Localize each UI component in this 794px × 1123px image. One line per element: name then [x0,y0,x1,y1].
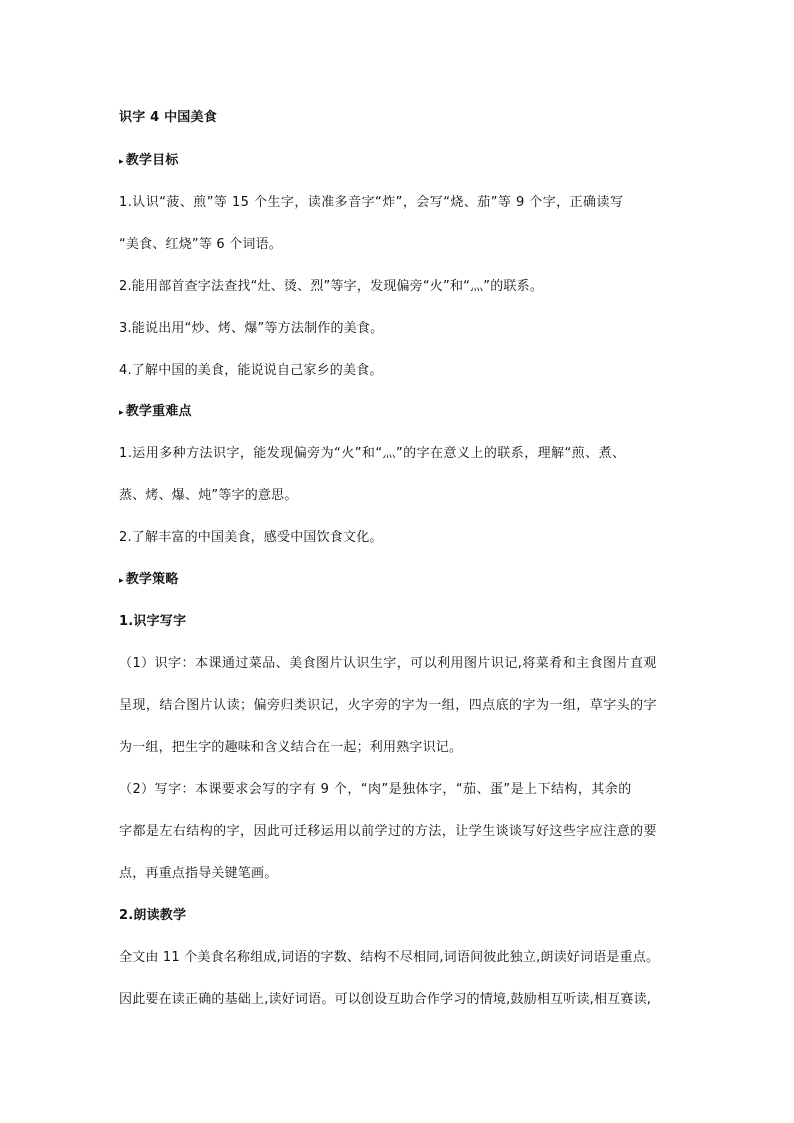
strategy-paragraph-line: 为一组，把生字的趣味和含义结合在一起；利用熟字识记。 [119,740,463,755]
goal-line-4: 4.了解中国的美食，能说说自己家乡的美食。 [119,363,383,378]
strategy-subheading-2: 2.朗读教学 [119,908,187,923]
key-point-line-1-cont: 蒸、烤、爆、炖”等字的意思。 [119,488,298,503]
key-point-line-1: 1.运用多种方法识字，能发现偏旁为“火”和“灬”的字在意义上的联系，理解“煎、煮、 [119,446,626,461]
strategy-paragraph-line: 呈现，结合图片认读；偏旁归类识记，火字旁的字为一组，四点底的字为一组，草字头的字 [119,698,658,713]
strategy-paragraph-line: 字都是左右结构的字，因此可迁移运用以前学过的方法，让学生谈谈写好这些字应注意的要 [119,824,658,839]
section-heading-label: 教学目标 [125,153,179,168]
lesson-title: 识字 4 中国美食 [119,110,217,125]
section-heading-label: 教学策略 [125,572,179,587]
triangle-bullet-icon: ▸ [119,408,124,418]
goal-line-1: 1.认识“菠、煎”等 15 个生字，读准多音字“炸”，会写“烧、茄”等 9 个字，正确读写 [119,195,624,210]
goal-line-1-cont: “美食、红烧”等 6 个词语。 [119,237,283,252]
section-heading-key-points [119,403,689,422]
section-heading-goals [119,152,689,171]
goal-line-3: 3.能说出用“炒、烤、爆”等方法制作的美食。 [119,321,384,336]
key-point-line-2: 2.了解丰富的中国美食，感受中国饮食文化。 [119,530,383,545]
triangle-bullet-icon: ▸ [119,576,124,586]
goal-line-2: 2.能用部首查字法查找“灶、烫、烈”等字，发现偏旁“火”和“灬”的联系。 [119,279,544,294]
section-heading-label: 教学重难点 [125,404,192,419]
section-heading-strategy [119,571,689,590]
strategy-paragraph-line: （1）识字：本课通过菜品、美食图片认识生字，可以利用图片识记,将菜肴和主食图片直观 [119,656,657,671]
triangle-bullet-icon: ▸ [119,157,124,167]
strategy-paragraph-line: （2）写字：本课要求会写的字有 9 个，“肉”是独体字，“茄、蛋”是上下结构，其余的 [119,782,632,797]
strategy-paragraph-line: 点，再重点指导关键笔画。 [119,866,278,881]
strategy-subheading-1: 1.识字写字 [119,614,187,629]
reading-paragraph-line: 全文由 11 个美食名称组成,词语的字数、结构不尽相同,词语间彼此独立,朗读好词语是重点。 [119,950,660,965]
reading-paragraph-line: 因此要在读正确的基础上,读好词语。可以创设互助合作学习的情境,鼓励相互听读,相互赛读, [119,992,652,1007]
